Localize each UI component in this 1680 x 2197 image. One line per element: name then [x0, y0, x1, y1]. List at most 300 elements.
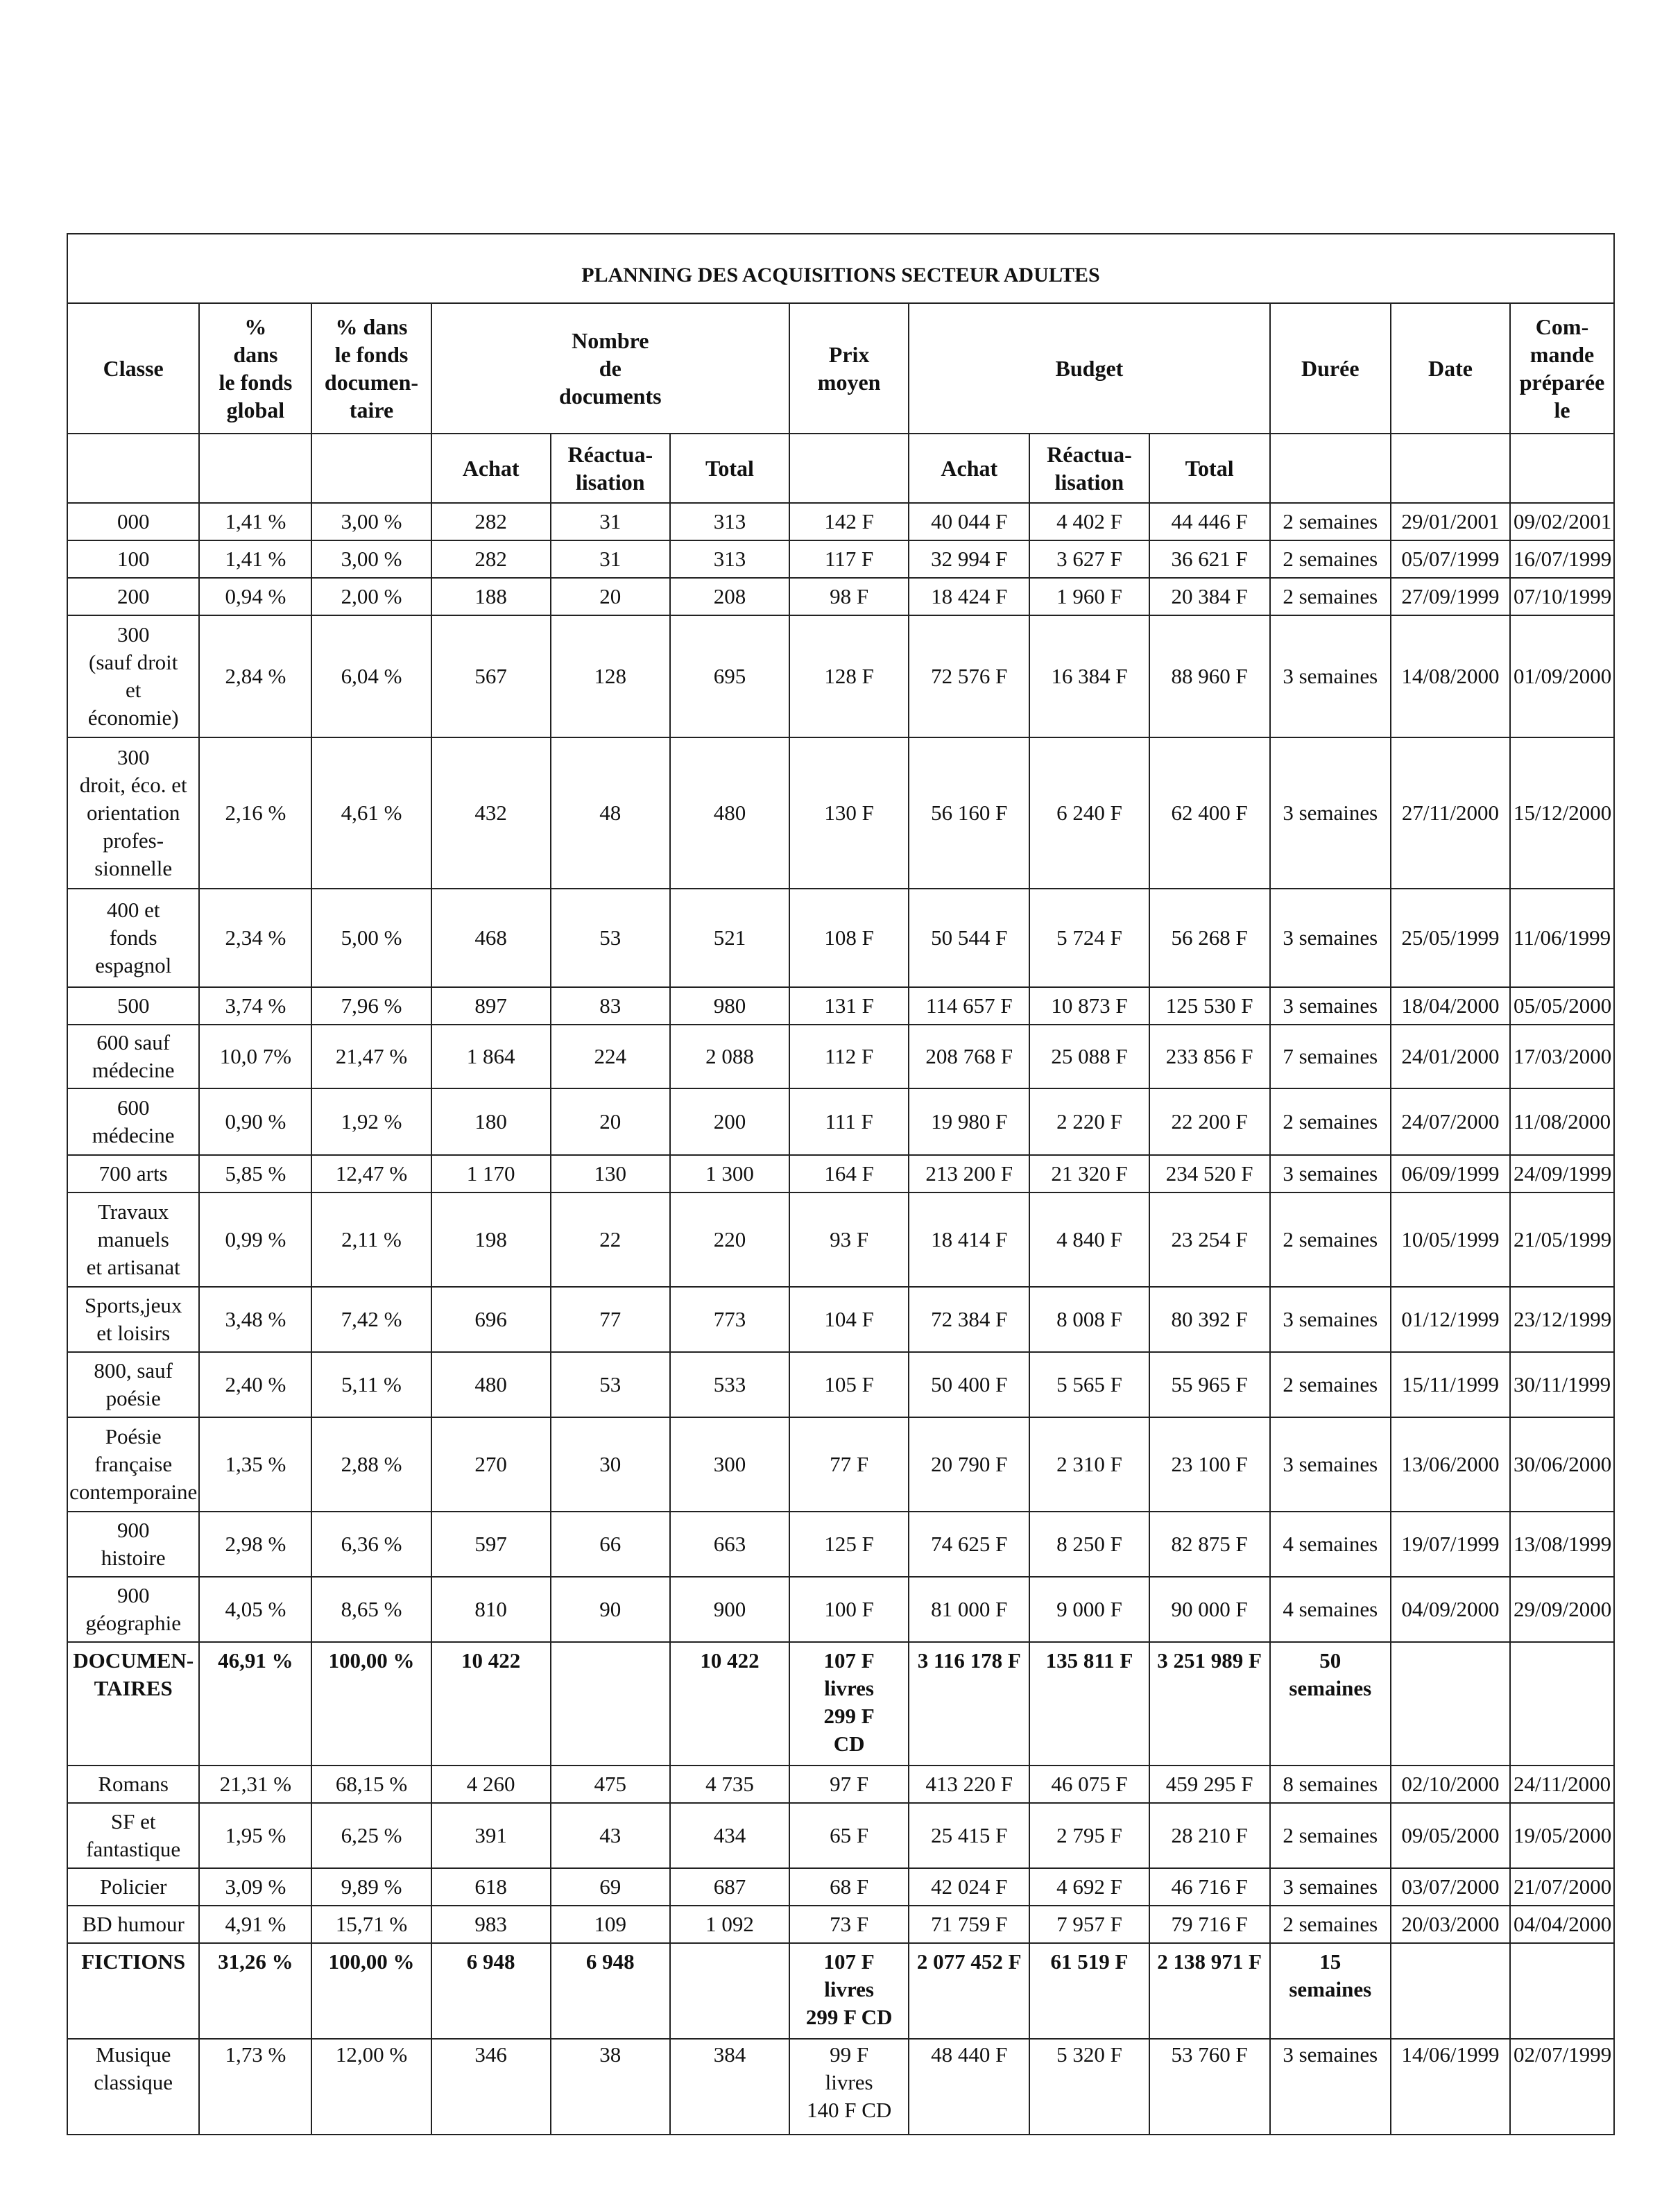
cell-budget-total: 23 100 F: [1149, 1417, 1270, 1512]
cell-achat: 282: [431, 540, 551, 578]
table-row: [67, 1088, 1614, 1155]
cell-pct-documentaire: 2,11 %: [311, 1192, 431, 1287]
cell-reactualisation: 130: [551, 1155, 670, 1192]
cell-budget-total: 20 384 F: [1149, 578, 1270, 615]
cell-budget-achat: 25 415 F: [909, 1803, 1029, 1868]
subheader-empty: [1391, 434, 1510, 503]
cell-budget-total: 125 530 F: [1149, 987, 1270, 1025]
cell-budget-reactualisation: 5 565 F: [1029, 1352, 1149, 1417]
cell-achat: 282: [431, 503, 551, 540]
table-row: [67, 1766, 1614, 1803]
cell-budget-reactualisation: 4 840 F: [1029, 1192, 1149, 1287]
cell-commande: 23/12/1999: [1510, 1287, 1614, 1352]
header-date: Date: [1391, 303, 1510, 434]
cell-achat: 1 170: [431, 1155, 551, 1192]
cell-duree: 2 semaines: [1270, 1906, 1391, 1943]
cell-pct-documentaire: 12,47 %: [311, 1155, 431, 1192]
cell-classe: Travaux manuels et artisanat: [67, 1192, 199, 1287]
subtotal-row: [67, 1943, 1614, 2039]
cell-budget-achat: 71 759 F: [909, 1906, 1029, 1943]
cell-budget-reactualisation: 7 957 F: [1029, 1906, 1149, 1943]
cell-achat: 432: [431, 737, 551, 889]
cell-budget-total: 88 960 F: [1149, 615, 1270, 737]
cell-classe: 300 droit, éco. et orientation profes- sionnelle: [67, 737, 199, 889]
cell-date: 10/05/1999: [1391, 1192, 1510, 1287]
cell-achat: 4 260: [431, 1766, 551, 1803]
cell-achat: 198: [431, 1192, 551, 1287]
cell-budget-reactualisation: 5 724 F: [1029, 889, 1149, 987]
cell-pct-documentaire: 6,36 %: [311, 1512, 431, 1577]
cell-prix-moyen: 128 F: [789, 615, 909, 737]
cell-pct-global: 2,40 %: [199, 1352, 311, 1417]
subheader-empty: [1510, 434, 1614, 503]
cell-reactualisation: 22: [551, 1192, 670, 1287]
cell-total: 434: [670, 1803, 789, 1868]
cell-duree: 50 semaines: [1270, 1642, 1391, 1766]
cell-total: 2 088: [670, 1025, 789, 1088]
cell-achat: 391: [431, 1803, 551, 1868]
cell-pct-documentaire: 3,00 %: [311, 540, 431, 578]
cell-date: 27/09/1999: [1391, 578, 1510, 615]
cell-date: 02/10/2000: [1391, 1766, 1510, 1803]
cell-classe: 900 géographie: [67, 1577, 199, 1642]
cell-budget-reactualisation: 2 310 F: [1029, 1417, 1149, 1512]
cell-total: 533: [670, 1352, 789, 1417]
cell-pct-global: 3,48 %: [199, 1287, 311, 1352]
cell-budget-achat: 2 077 452 F: [909, 1943, 1029, 2039]
cell-total: 300: [670, 1417, 789, 1512]
cell-duree: 3 semaines: [1270, 615, 1391, 737]
cell-reactualisation: 53: [551, 889, 670, 987]
cell-commande: [1510, 1943, 1614, 2039]
cell-budget-achat: 32 994 F: [909, 540, 1029, 578]
cell-budget-total: 53 760 F: [1149, 2039, 1270, 2135]
cell-budget-reactualisation: 61 519 F: [1029, 1943, 1149, 2039]
cell-classe: SF et fantastique: [67, 1803, 199, 1868]
cell-pct-documentaire: 8,65 %: [311, 1577, 431, 1642]
cell-classe: BD humour: [67, 1906, 199, 1943]
cell-pct-global: 3,74 %: [199, 987, 311, 1025]
cell-reactualisation: 43: [551, 1803, 670, 1868]
cell-pct-documentaire: 7,96 %: [311, 987, 431, 1025]
cell-date: 25/05/1999: [1391, 889, 1510, 987]
cell-budget-achat: 40 044 F: [909, 503, 1029, 540]
cell-prix-moyen: 125 F: [789, 1512, 909, 1577]
table-row: [67, 1192, 1614, 1287]
cell-duree: 3 semaines: [1270, 1417, 1391, 1512]
cell-pct-global: 1,35 %: [199, 1417, 311, 1512]
subheader-budget-achat: Achat: [909, 434, 1029, 503]
cell-total: 384: [670, 2039, 789, 2135]
cell-reactualisation: [551, 1642, 670, 1766]
cell-budget-achat: 213 200 F: [909, 1155, 1029, 1192]
cell-date: 14/06/1999: [1391, 2039, 1510, 2135]
header-budget: Budget: [909, 303, 1270, 434]
cell-reactualisation: 77: [551, 1287, 670, 1352]
cell-classe: Romans: [67, 1766, 199, 1803]
table-row: [67, 1155, 1614, 1192]
cell-pct-global: 31,26 %: [199, 1943, 311, 2039]
cell-prix-moyen: 97 F: [789, 1766, 909, 1803]
cell-reactualisation: 128: [551, 615, 670, 737]
cell-date: 14/08/2000: [1391, 615, 1510, 737]
cell-pct-global: 46,91 %: [199, 1642, 311, 1766]
table-row: [67, 615, 1614, 737]
cell-duree: 4 semaines: [1270, 1512, 1391, 1577]
cell-pct-global: 0,90 %: [199, 1088, 311, 1155]
cell-budget-achat: 50 544 F: [909, 889, 1029, 987]
cell-classe: 800, sauf poésie: [67, 1352, 199, 1417]
cell-total: 313: [670, 503, 789, 540]
cell-prix-moyen: 99 F livres 140 F CD: [789, 2039, 909, 2135]
cell-reactualisation: 31: [551, 503, 670, 540]
header-classe: Classe: [67, 303, 199, 434]
cell-date: 29/01/2001: [1391, 503, 1510, 540]
cell-duree: 3 semaines: [1270, 2039, 1391, 2135]
table-body: [67, 503, 1614, 2135]
cell-budget-achat: 18 424 F: [909, 578, 1029, 615]
cell-pct-global: 2,16 %: [199, 737, 311, 889]
cell-pct-documentaire: 21,47 %: [311, 1025, 431, 1088]
cell-budget-total: 36 621 F: [1149, 540, 1270, 578]
header-pct-global: % dans le fonds global: [199, 303, 311, 434]
cell-budget-total: 62 400 F: [1149, 737, 1270, 889]
cell-total: 695: [670, 615, 789, 737]
cell-budget-total: 234 520 F: [1149, 1155, 1270, 1192]
cell-duree: 3 semaines: [1270, 987, 1391, 1025]
cell-pct-documentaire: 3,00 %: [311, 503, 431, 540]
cell-classe: Poésie française contemporaine: [67, 1417, 199, 1512]
cell-budget-total: 46 716 F: [1149, 1868, 1270, 1906]
cell-budget-achat: 208 768 F: [909, 1025, 1029, 1088]
cell-budget-reactualisation: 16 384 F: [1029, 615, 1149, 737]
cell-total: 4 735: [670, 1766, 789, 1803]
cell-budget-total: 56 268 F: [1149, 889, 1270, 987]
acquisitions-table: [67, 233, 1615, 2135]
cell-budget-reactualisation: 1 960 F: [1029, 578, 1149, 615]
cell-achat: 180: [431, 1088, 551, 1155]
cell-commande: 19/05/2000: [1510, 1803, 1614, 1868]
cell-total: 980: [670, 987, 789, 1025]
subheader-budget-total: Total: [1149, 434, 1270, 503]
cell-classe: Policier: [67, 1868, 199, 1906]
cell-duree: 2 semaines: [1270, 1352, 1391, 1417]
cell-reactualisation: 38: [551, 2039, 670, 2135]
table-title: PLANNING DES ACQUISITIONS SECTEUR ADULTES: [67, 234, 1614, 303]
cell-prix-moyen: 164 F: [789, 1155, 909, 1192]
cell-classe: Sports,jeux et loisirs: [67, 1287, 199, 1352]
cell-duree: 3 semaines: [1270, 737, 1391, 889]
cell-commande: 01/09/2000: [1510, 615, 1614, 737]
cell-achat: 6 948: [431, 1943, 551, 2039]
cell-budget-reactualisation: 10 873 F: [1029, 987, 1149, 1025]
table-row: [67, 1287, 1614, 1352]
cell-budget-reactualisation: 5 320 F: [1029, 2039, 1149, 2135]
cell-pct-documentaire: 2,00 %: [311, 578, 431, 615]
cell-pct-global: 4,05 %: [199, 1577, 311, 1642]
cell-classe: 300 (sauf droit et économie): [67, 615, 199, 737]
cell-commande: 15/12/2000: [1510, 737, 1614, 889]
cell-commande: 29/09/2000: [1510, 1577, 1614, 1642]
cell-prix-moyen: 107 F livres 299 F CD: [789, 1943, 909, 2039]
table-row: [67, 1803, 1614, 1868]
cell-total: 900: [670, 1577, 789, 1642]
cell-pct-global: 1,41 %: [199, 503, 311, 540]
subheader-empty: [199, 434, 311, 503]
cell-pct-documentaire: 6,04 %: [311, 615, 431, 737]
header-pct-documentaire: % dans le fonds documen- taire: [311, 303, 431, 434]
cell-date: 04/09/2000: [1391, 1577, 1510, 1642]
cell-date: 03/07/2000: [1391, 1868, 1510, 1906]
cell-achat: 188: [431, 578, 551, 615]
cell-budget-total: 44 446 F: [1149, 503, 1270, 540]
cell-budget-achat: 413 220 F: [909, 1766, 1029, 1803]
cell-date: 24/01/2000: [1391, 1025, 1510, 1088]
cell-commande: 17/03/2000: [1510, 1025, 1614, 1088]
table-row: [67, 1417, 1614, 1512]
cell-prix-moyen: 73 F: [789, 1906, 909, 1943]
cell-classe: DOCUMEN- TAIRES: [67, 1642, 199, 1766]
acquisitions-table-container: [67, 233, 1615, 2135]
table-row: [67, 2039, 1614, 2135]
cell-total: 1 092: [670, 1906, 789, 1943]
cell-total: 521: [670, 889, 789, 987]
cell-date: 27/11/2000: [1391, 737, 1510, 889]
cell-classe: 100: [67, 540, 199, 578]
cell-pct-global: 1,41 %: [199, 540, 311, 578]
cell-prix-moyen: 117 F: [789, 540, 909, 578]
cell-pct-global: 5,85 %: [199, 1155, 311, 1192]
cell-achat: 346: [431, 2039, 551, 2135]
cell-achat: 618: [431, 1868, 551, 1906]
subheader-empty: [1270, 434, 1391, 503]
cell-budget-total: 22 200 F: [1149, 1088, 1270, 1155]
cell-budget-total: 80 392 F: [1149, 1287, 1270, 1352]
cell-pct-documentaire: 2,88 %: [311, 1417, 431, 1512]
cell-budget-reactualisation: 4 402 F: [1029, 503, 1149, 540]
cell-budget-reactualisation: 135 811 F: [1029, 1642, 1149, 1766]
cell-commande: 09/02/2001: [1510, 503, 1614, 540]
cell-pct-global: 3,09 %: [199, 1868, 311, 1906]
table-row: [67, 889, 1614, 987]
table-row: [67, 987, 1614, 1025]
cell-reactualisation: 475: [551, 1766, 670, 1803]
subheader-budget-reactualisation: Réactua- lisation: [1029, 434, 1149, 503]
cell-budget-reactualisation: 2 795 F: [1029, 1803, 1149, 1868]
cell-prix-moyen: 100 F: [789, 1577, 909, 1642]
table-row: [67, 1025, 1614, 1088]
subheader-empty: [311, 434, 431, 503]
cell-budget-achat: 72 384 F: [909, 1287, 1029, 1352]
cell-budget-achat: 20 790 F: [909, 1417, 1029, 1512]
cell-commande: 24/11/2000: [1510, 1766, 1614, 1803]
table-row: [67, 578, 1614, 615]
cell-pct-documentaire: 7,42 %: [311, 1287, 431, 1352]
cell-budget-achat: 18 414 F: [909, 1192, 1029, 1287]
cell-budget-achat: 114 657 F: [909, 987, 1029, 1025]
cell-budget-reactualisation: 25 088 F: [1029, 1025, 1149, 1088]
cell-prix-moyen: 131 F: [789, 987, 909, 1025]
cell-budget-total: 23 254 F: [1149, 1192, 1270, 1287]
cell-total: 687: [670, 1868, 789, 1906]
cell-prix-moyen: 130 F: [789, 737, 909, 889]
cell-budget-reactualisation: 9 000 F: [1029, 1577, 1149, 1642]
cell-classe: 600 médecine: [67, 1088, 199, 1155]
cell-pct-documentaire: 100,00 %: [311, 1943, 431, 2039]
table-row: [67, 1512, 1614, 1577]
cell-budget-reactualisation: 8 008 F: [1029, 1287, 1149, 1352]
cell-prix-moyen: 104 F: [789, 1287, 909, 1352]
cell-reactualisation: 66: [551, 1512, 670, 1577]
cell-commande: 24/09/1999: [1510, 1155, 1614, 1192]
cell-reactualisation: 6 948: [551, 1943, 670, 2039]
cell-pct-global: 4,91 %: [199, 1906, 311, 1943]
cell-pct-global: 10,0 7%: [199, 1025, 311, 1088]
cell-duree: 3 semaines: [1270, 889, 1391, 987]
cell-pct-documentaire: 5,11 %: [311, 1352, 431, 1417]
cell-total: 480: [670, 737, 789, 889]
subheader-empty: [789, 434, 909, 503]
cell-achat: 480: [431, 1352, 551, 1417]
table-row: [67, 503, 1614, 540]
cell-pct-global: 1,95 %: [199, 1803, 311, 1868]
cell-commande: 11/08/2000: [1510, 1088, 1614, 1155]
cell-reactualisation: 224: [551, 1025, 670, 1088]
cell-budget-total: 79 716 F: [1149, 1906, 1270, 1943]
cell-pct-global: 21,31 %: [199, 1766, 311, 1803]
cell-budget-achat: 48 440 F: [909, 2039, 1029, 2135]
cell-achat: 270: [431, 1417, 551, 1512]
cell-date: 20/03/2000: [1391, 1906, 1510, 1943]
cell-commande: 02/07/1999: [1510, 2039, 1614, 2135]
cell-reactualisation: 69: [551, 1868, 670, 1906]
cell-reactualisation: 31: [551, 540, 670, 578]
cell-date: 13/06/2000: [1391, 1417, 1510, 1512]
cell-pct-documentaire: 5,00 %: [311, 889, 431, 987]
cell-pct-documentaire: 68,15 %: [311, 1766, 431, 1803]
cell-commande: 04/04/2000: [1510, 1906, 1614, 1943]
header-commande-preparee: Com- mande préparée le: [1510, 303, 1614, 434]
cell-commande: [1510, 1642, 1614, 1766]
cell-total: 773: [670, 1287, 789, 1352]
cell-commande: 07/10/1999: [1510, 578, 1614, 615]
cell-prix-moyen: 68 F: [789, 1868, 909, 1906]
cell-duree: 2 semaines: [1270, 540, 1391, 578]
header-nombre-documents: Nombre de documents: [431, 303, 789, 434]
cell-reactualisation: 20: [551, 1088, 670, 1155]
cell-budget-achat: 42 024 F: [909, 1868, 1029, 1906]
cell-achat: 696: [431, 1287, 551, 1352]
cell-commande: 30/06/2000: [1510, 1417, 1614, 1512]
cell-total: 10 422: [670, 1642, 789, 1766]
cell-pct-global: 2,98 %: [199, 1512, 311, 1577]
cell-prix-moyen: 105 F: [789, 1352, 909, 1417]
cell-duree: 2 semaines: [1270, 1803, 1391, 1868]
cell-achat: 597: [431, 1512, 551, 1577]
cell-reactualisation: 20: [551, 578, 670, 615]
cell-classe: 400 et fonds espagnol: [67, 889, 199, 987]
cell-pct-documentaire: 9,89 %: [311, 1868, 431, 1906]
cell-achat: 983: [431, 1906, 551, 1943]
subheader-total: Total: [670, 434, 789, 503]
cell-date: [1391, 1642, 1510, 1766]
cell-budget-reactualisation: 46 075 F: [1029, 1766, 1149, 1803]
cell-date: 05/07/1999: [1391, 540, 1510, 578]
table-row: [67, 737, 1614, 889]
cell-prix-moyen: 65 F: [789, 1803, 909, 1868]
cell-prix-moyen: 93 F: [789, 1192, 909, 1287]
cell-total: [670, 1943, 789, 2039]
cell-pct-documentaire: 12,00 %: [311, 2039, 431, 2135]
cell-achat: 10 422: [431, 1642, 551, 1766]
cell-prix-moyen: 111 F: [789, 1088, 909, 1155]
cell-budget-achat: 19 980 F: [909, 1088, 1029, 1155]
cell-classe: 000: [67, 503, 199, 540]
cell-budget-total: 28 210 F: [1149, 1803, 1270, 1868]
subheader-reactualisation: Réactua- lisation: [551, 434, 670, 503]
cell-classe: 500: [67, 987, 199, 1025]
cell-prix-moyen: 112 F: [789, 1025, 909, 1088]
cell-commande: 11/06/1999: [1510, 889, 1614, 987]
subtotal-row: [67, 1642, 1614, 1766]
cell-achat: 897: [431, 987, 551, 1025]
cell-pct-global: 0,94 %: [199, 578, 311, 615]
cell-date: 09/05/2000: [1391, 1803, 1510, 1868]
cell-duree: 7 semaines: [1270, 1025, 1391, 1088]
cell-pct-documentaire: 1,92 %: [311, 1088, 431, 1155]
cell-budget-reactualisation: 8 250 F: [1029, 1512, 1149, 1577]
cell-total: 663: [670, 1512, 789, 1577]
table-row: [67, 1906, 1614, 1943]
cell-budget-achat: 81 000 F: [909, 1577, 1029, 1642]
cell-pct-global: 2,84 %: [199, 615, 311, 737]
table-row: [67, 1352, 1614, 1417]
cell-duree: 4 semaines: [1270, 1577, 1391, 1642]
cell-pct-global: 1,73 %: [199, 2039, 311, 2135]
cell-duree: 8 semaines: [1270, 1766, 1391, 1803]
cell-reactualisation: 53: [551, 1352, 670, 1417]
cell-budget-achat: 50 400 F: [909, 1352, 1029, 1417]
table-row: [67, 1868, 1614, 1906]
table-row: [67, 1577, 1614, 1642]
cell-budget-achat: 56 160 F: [909, 737, 1029, 889]
cell-achat: 567: [431, 615, 551, 737]
cell-commande: 21/05/1999: [1510, 1192, 1614, 1287]
cell-budget-total: 90 000 F: [1149, 1577, 1270, 1642]
cell-budget-reactualisation: 21 320 F: [1029, 1155, 1149, 1192]
cell-budget-achat: 74 625 F: [909, 1512, 1029, 1577]
cell-classe: FICTIONS: [67, 1943, 199, 2039]
cell-classe: Musique classique: [67, 2039, 199, 2135]
cell-duree: 2 semaines: [1270, 1192, 1391, 1287]
header-duree: Durée: [1270, 303, 1391, 434]
cell-date: 06/09/1999: [1391, 1155, 1510, 1192]
cell-pct-documentaire: 100,00 %: [311, 1642, 431, 1766]
cell-budget-reactualisation: 2 220 F: [1029, 1088, 1149, 1155]
cell-budget-achat: 3 116 178 F: [909, 1642, 1029, 1766]
cell-pct-global: 0,99 %: [199, 1192, 311, 1287]
cell-reactualisation: 48: [551, 737, 670, 889]
cell-prix-moyen: 142 F: [789, 503, 909, 540]
cell-reactualisation: 90: [551, 1577, 670, 1642]
cell-total: 313: [670, 540, 789, 578]
cell-classe: 200: [67, 578, 199, 615]
cell-budget-total: 3 251 989 F: [1149, 1642, 1270, 1766]
cell-prix-moyen: 107 F livres 299 F CD: [789, 1642, 909, 1766]
cell-budget-total: 55 965 F: [1149, 1352, 1270, 1417]
cell-date: 18/04/2000: [1391, 987, 1510, 1025]
cell-classe: 700 arts: [67, 1155, 199, 1192]
